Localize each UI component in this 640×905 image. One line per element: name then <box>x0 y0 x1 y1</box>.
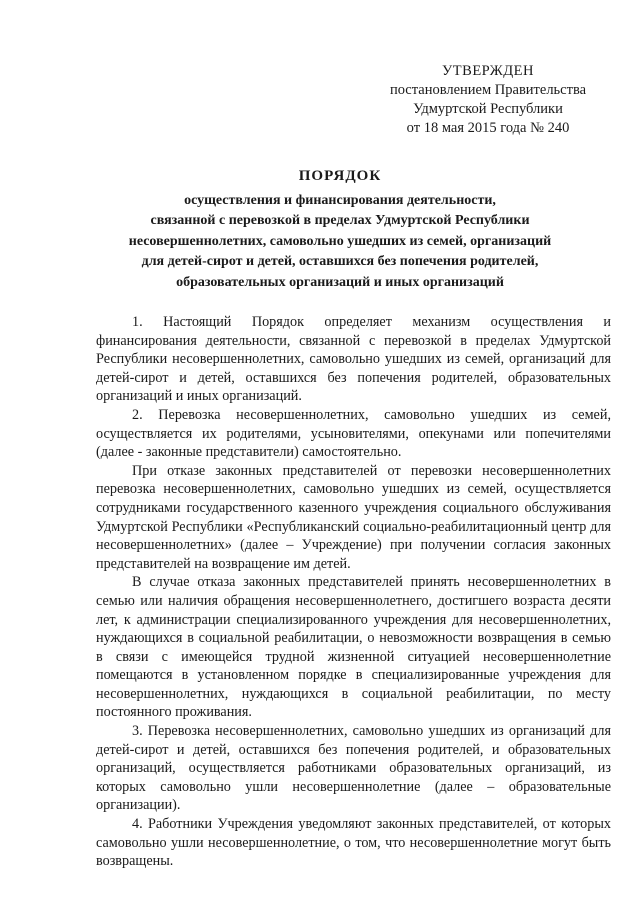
title-main: ПОРЯДОК <box>298 168 382 184</box>
approval-line: Удмуртской Республики <box>413 101 563 117</box>
title-line: осуществления и финансирования деятельности, <box>184 192 496 208</box>
approval-line: постановлением Правительства <box>389 82 587 98</box>
document-title <box>60 166 620 293</box>
title-line: образовательных организаций и иных организаций <box>176 274 504 290</box>
paragraph: 1. Настоящий Порядок определяет механизм осуществления и финансирования деятельности, связанной с перевозкой в пределах Удмуртской Республики несовершеннолетних, самовольно ушедших из семей, организаций для детей-сирот и детей, оставшихся без попечения родителей, образовательных организаций и иных организаций. <box>96 314 611 405</box>
paragraph: 4. Работники Учреждения уведомляют законных представителей, от которых самовольно ушли несовершеннолетние, о том, что несовершеннолетние могут быть возвращены. <box>96 816 611 870</box>
approval-heading: УТВЕРЖДЕН <box>442 63 534 79</box>
approval-date: от 18 мая 2015 года № 240 <box>406 120 570 136</box>
paragraph: 2. Перевозка несовершеннолетних, самовольно ушедших из семей, осуществляется их родителями, усыновителями, опекунами или попечителями (далее - законные представители) самостоятельно. <box>96 406 611 461</box>
paragraph: В случае отказа законных представителей принять несовершеннолетних в семью или наличия обращения несовершеннолетнего, достигшего возраста десяти лет, к администрации специализированного учреждения для несовершеннолетних, нуждающихся в социальной реабилитации, о невозможности возвращения в семью в связи с имеющейся трудной жизненной ситуацией несовершеннолетние помещаются в установленном порядке в специализированные учреждения для несовершеннолетних, нуждающихся в социальной реабилитации, по месту постоянного проживания. <box>96 574 611 721</box>
paragraph: 3. Перевозка несовершеннолетних, самовольно ушедших из организаций для детей-сирот и детей, оставшихся без попечения родителей, и образовательных организаций, осуществляется работниками образовательных организаций, из которых самовольно ушли несовершеннолетние (далее – образовательные организации). <box>96 723 611 814</box>
title-line: связанной с перевозкой в пределах Удмуртской Республики <box>150 213 530 228</box>
document-body <box>96 313 611 871</box>
title-line: для детей-сирот и детей, оставшихся без попечения родителей, <box>141 254 539 269</box>
title-line: несовершеннолетних, самовольно ушедших из семей, организаций <box>128 233 552 249</box>
approval-stamp <box>372 62 604 138</box>
paragraph: При отказе законных представителей от перевозки несовершеннолетних перевозка несовершеннолетних, самовольно ушедших из семей, осуществляется сотрудниками государственного казенного учреждения социального обслуживания Удмуртской Республики «Республиканский социально-реабилитационный центр для несовершеннолетних» (далее – Учреждение) при получении согласия законных представителей на возвращение им детей. <box>96 462 611 572</box>
